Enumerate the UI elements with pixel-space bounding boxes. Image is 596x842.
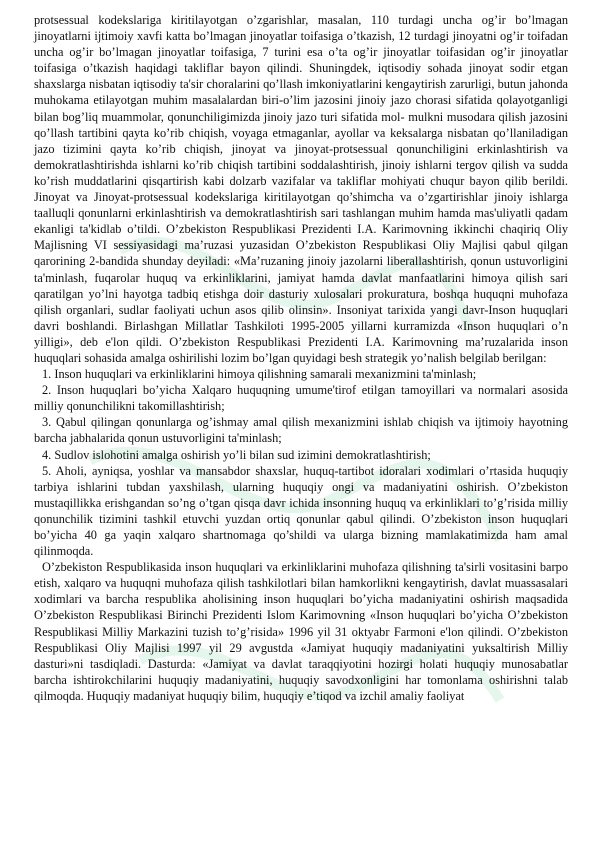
- document-page: [34, 12, 568, 704]
- list-item-5: 5. Aholi, ayniqsa, yoshlar va mansabdor shaxslar, huquq-tartibot idoralari xodimlari o’rtasida huquqiy tarbiya ishlarini tubdan yaxshilash, ularning huquqiy ongi va madaniyatini oshirish. O’zbekiston mustaqillikka erishgandan so’ng o’tgan qisqa davr ichida insonning huquq va erkinliklari to’g’risida milliy qonunchilik tizimini tashkil etuvchi yuzdan ortiq qonunlar qabul qilindi. O’zbekiston inson huquqlari bo’yicha 40 ga yaqin xalqaro shartnomaga qo’shildi va ularga bizning mamlakatimizda ham amal qilinmoqda.: [34, 463, 568, 559]
- list-item-1: 1. Inson huquqlari va erkinliklarini himoya qilishning samarali mexanizmini ta'minlash;: [42, 367, 477, 382]
- paragraph-main: protsessual kodekslariga kiritilayotgan o’zgarishlar, masalan, 110 turdagi uncha og’ir bo’lmagan jinoyatlarni ijtimoiy xavfi katta bo’lmagan jinoyatlar toifasiga o’tkazish, 12 turdagi jinoyatni og’ir toifadan uncha og’ir bo’lmagan jinoyatlar toifasiga, 7 turini esa o’ta og’ir jinoyatlar toifasidan og’ir jinoyatlar toifasiga o’tkazish haqidagi takliflar bayon qilindi. Shuningdek, iqtisodiy sohada jinoyat sodir etgan shaxslarga nisbatan iqtisodiy ta'sir choralarini qo’llash imkoniyatlarini kengaytirish zarurligi, butun jahonda muhokama etilayotgan muhim masalalardan biri-o’lim jazosini jinoiy jazo chorasi sifatida qolayotganligi bilan bog’liq muammolar, qonunchiligimizda jinoiy jazo turi sifatida mol- mulkni musodara qilish jazosini qo’llash tartibini qayta ko’rib chiqish, voyaga etmaganlar, ayollar va keksalarga nisbatan qo’llaniladigan jazo tizimini qayta ko’rib chiqish, jinoyat va jinoyat-protsessual qonunchiligini erkinlashtirish va demokratlashtirishda ishlarni ko’rib chiqish tartibini soddalashtirish, jinoiy ishlarni tergov qilish va sudda ko’rish muddatlarini qisqartirish kabi dolzarb vazifalar va takliflar mohiyati chuqur bayon qilib berildi. Jinoyat va Jinoyat-protsessual kodekslariga kiritilayotgan qo’shimcha va o’zgartirishlar jinoiy ishlarga taalluqli qonunlarni erkinlashtirish va demokratlashtirish sari tashlangan muhim hamda mas'uliyatli qadam ekanligi ta'kidlab o’tildi. O’zbekiston Respublikasi Prezidenti I.A. Karimovning ikkinchi chaqiriq Oliy Majlisning VI sessiyasidagi ma’ruzasi yuzasidan O’zbekiston Respublikasi Oliy Majlisi qabul qilgan qarorining 2-bandida shunday deyiladi: «Ma’ruzaning jinoiy jazolarni liberallashtirish, qonun ustuvorligini ta'minlash, fuqarolar huquq va erkinliklarini, jamiyat hamda davlat manfaatlarini himoya qilish sari qaratilgan yo’lni hayotga tadbiq etishga doir dasturiy xulosalari prokuratura, boshqa huquqni muhofaza qilish organlari, sudlar faoliyati uchun asos qilib olinsin». Insoniyat tarixida yangi davr-Inson huquqlari davri boshlandi. Birlashgan Millatlar Tashkiloti 1995-2005 yillarni kurramizda «Inson huquqlari o’n yilligi», deb e'lon qildi. O’zbekiston Respublikasi Prezidenti I.A. Karimovning ma’ruzalarida inson huquqlari sohasida amalga oshirilishi lozim bo’lgan quyidagi besh strategik yo’nalish belgilab berilgan:: [34, 13, 568, 365]
- list-item-2: 2. Inson huquqlari bo’yicha Xalqaro huquqning umume'tirof etilgan tamoyillari va normalari asosida milliy qonunchilikni takomillashtirish;: [34, 383, 568, 414]
- paragraph-final: O’zbekiston Respublikasida inson huquqlari va erkinliklarini muhofaza qilishning ta'sirli vositasini barpo etish, xalqaro va huquqni muhofaza qilish tashkilotlari bilan hamkorlikni kengaytirish, davlat muassasalari xodimlari va barcha respublika aholisining inson huquqlari bo’yicha madaniyatini oshirish maqsadida O’zbekiston Respublikasi Birinchi Prezidenti Islom Karimovning «Inson huquqlari bo’yicha O’zbekiston Respublikasi Milliy Markazini tuzish to’g’risida» 1996 yil 31 oktyabr Farmoni e'lon qilindi. O’zbekiston Respublikasi Oliy Majlisi 1997 yil 29 avgustda «Jamiyat huquqiy madaniyatini yuksaltirish Milliy dasturi»ni tasdiqladi. Dasturda: «Jamiyat va davlat taraqqiyotini hozirgi holati huquqiy munosabatlar barcha ishtirokchilarini huquqiy madaniyatini, huquqiy savodxonligini har tomonlama oshirishni talab qilmoqda. Huquqiy madaniyat huquqiy bilim, huquqiy e’tiqod va izchil amaliy faoliyat: [34, 560, 568, 703]
- list-item-4: 4. Sudlov islohotini amalga oshirish yo’li bilan sud izimini demokratlashtirish;: [42, 447, 431, 462]
- list-item-3: 3. Qabul qilingan qonunlarga og’ishmay amal qilish mexanizmini ishlab chiqish va ijtimoiy hayotning barcha jabhalarida qonun ustuvorligini ta'minlash;: [34, 415, 568, 446]
